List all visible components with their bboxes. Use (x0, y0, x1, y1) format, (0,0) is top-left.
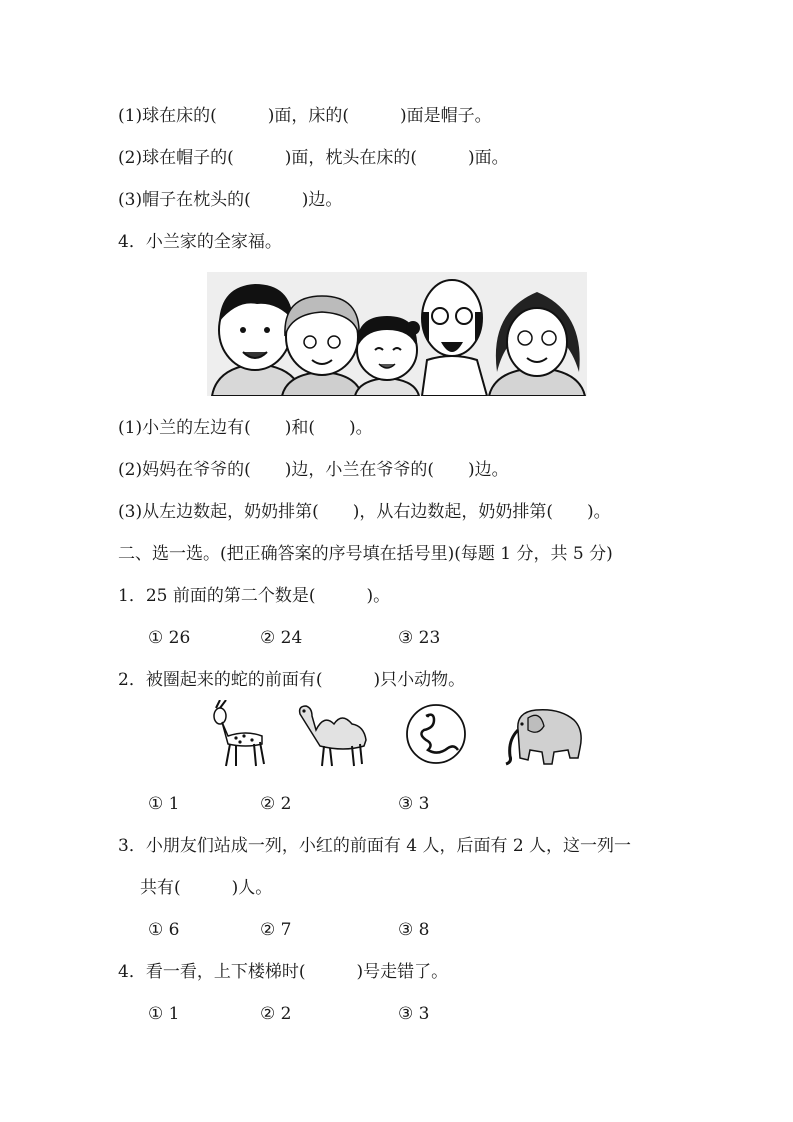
mc-q2-option-3: ③ 3 (398, 794, 430, 814)
camel-icon (294, 700, 374, 772)
q4-line-1: (1)小兰的左边有( )和( )。 (118, 418, 373, 438)
q4-line-3: (3)从左边数起，奶奶排第( )，从右边数起，奶奶排第( )。 (118, 502, 611, 522)
mc-q2-text: 2．被圈起来的蛇的前面有( )只小动物。 (118, 670, 466, 690)
mc-q4-text: 4．看一看，上下楼梯时( )号走错了。 (118, 962, 449, 982)
q3-line-1: (1)球在床的( )面，床的( )面是帽子。 (118, 106, 492, 126)
mc-q1-option-1: ① 26 (148, 628, 191, 648)
q3-line-3: (3)帽子在枕头的( )边。 (118, 190, 343, 210)
mc-q3-option-3: ③ 8 (398, 920, 430, 940)
mc-q3-option-1: ① 6 (148, 920, 180, 940)
mc-q3-option-2: ② 7 (260, 920, 292, 940)
mc-q3-text: 3．小朋友们站成一列，小红的前面有 4 人，后面有 2 人，这一列一 (118, 836, 632, 856)
grandma-figure (282, 296, 362, 396)
xiaolan-figure (355, 316, 420, 396)
q4-line-2: (2)妈妈在爷爷的( )边，小兰在爷爷的( )边。 (118, 460, 509, 480)
q4-title: 4．小兰家的全家福。 (118, 232, 282, 252)
family-photo (207, 272, 587, 396)
mc-q3-text-continued: 共有( )人。 (140, 878, 273, 898)
mc-q1-text: 1．25 前面的第二个数是( )。 (118, 586, 391, 606)
mc-q2-option-1: ① 1 (148, 794, 180, 814)
deer-icon (206, 700, 270, 772)
circled-snake-icon (404, 700, 468, 772)
mc-q4-option-2: ② 2 (260, 1004, 292, 1024)
elephant-icon (500, 700, 588, 776)
mc-q1-option-3: ③ 23 (398, 628, 441, 648)
mc-q4-option-1: ① 1 (148, 1004, 180, 1024)
section2-title: 二、选一选。(把正确答案的序号填在括号里)(每题 1 分，共 5 分) (118, 544, 613, 564)
mc-q2-option-2: ② 2 (260, 794, 292, 814)
mc-q1-option-2: ② 24 (260, 628, 303, 648)
q3-line-2: (2)球在帽子的( )面，枕头在床的( )面。 (118, 148, 509, 168)
mc-q4-option-3: ③ 3 (398, 1004, 430, 1024)
grandpa-figure (422, 280, 487, 396)
